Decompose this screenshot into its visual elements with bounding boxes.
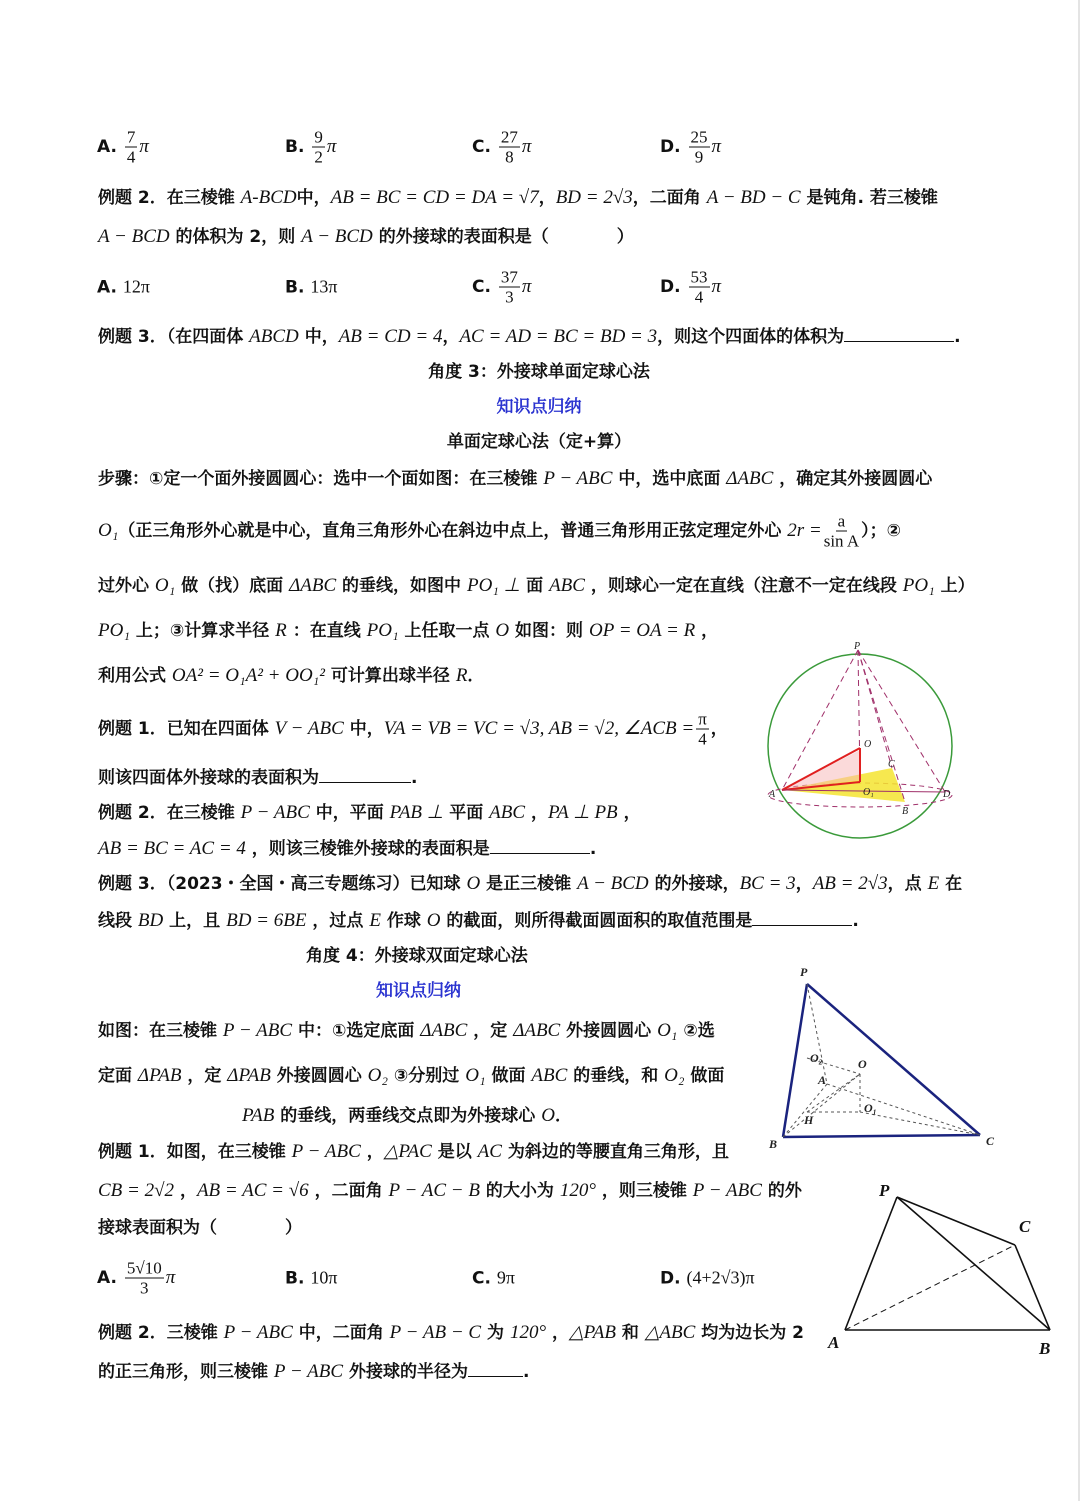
- option-d: [660, 268, 721, 307]
- math-expression: O₁: [465, 1065, 486, 1086]
- math-expression: O: [426, 910, 441, 931]
- fraction: [689, 128, 710, 167]
- text-segment: 做面: [485, 1066, 532, 1086]
- text-segment: 单面定球心法（定+算）: [446, 432, 632, 452]
- math-expression: ΔPAB: [227, 1065, 271, 1086]
- fraction: [125, 1259, 164, 1298]
- sphere-figure: [760, 640, 960, 840]
- option-suffix: π: [326, 136, 337, 157]
- math-expression: O: [495, 620, 510, 641]
- math-expression: PO₁: [98, 620, 130, 641]
- text-segment: 例题 2．在三棱锥: [98, 188, 241, 208]
- label-b: B: [1039, 1339, 1051, 1358]
- label-b: B: [769, 1137, 778, 1151]
- option-label: A.: [97, 137, 123, 157]
- math-expression: P − ABC: [692, 1180, 762, 1201]
- answer-blank: [752, 907, 852, 926]
- math-expression: CB = 2√2: [98, 1180, 175, 1201]
- denominator: sin A: [823, 531, 860, 551]
- math-expression: AC: [477, 1141, 502, 1162]
- text-segment: 外接圆圆心: [270, 1066, 368, 1086]
- label-c: C: [986, 1134, 995, 1148]
- text-segment: 中，: [343, 719, 384, 739]
- label-b: B: [902, 806, 909, 817]
- math-expression: A − BCD: [301, 226, 373, 247]
- text-segment: 平面: [443, 803, 490, 823]
- text-segment: .: [411, 768, 418, 788]
- text-segment: 的垂线，两垂线交点即为外接球心: [274, 1106, 542, 1126]
- math-expression: AC = AD = BC = BD = 3: [459, 326, 658, 347]
- math-expression: E: [927, 873, 940, 894]
- fraction: [499, 128, 520, 167]
- option-value: 9π: [496, 1267, 515, 1288]
- math-expression: BD: [137, 910, 164, 931]
- text-segment: 中，: [298, 327, 339, 347]
- answer-blank: [844, 323, 954, 342]
- text-segment: 为斜边的等腰直角三角形，且: [501, 1142, 729, 1162]
- text-segment: 上；③计算求半径: [129, 621, 276, 641]
- option-d: [660, 1268, 755, 1289]
- method-title: [0, 430, 1078, 454]
- label-o1: O₁: [864, 1101, 877, 1115]
- text-segment: 接球表面积为（ ）: [98, 1218, 302, 1238]
- math-expression: P − ABC: [543, 468, 613, 489]
- math-expression: AB = BC = CD = DA = √7: [330, 187, 539, 208]
- ex2-line2: [98, 225, 634, 249]
- math-expression: O₁: [657, 1020, 678, 1041]
- text-segment: 在: [939, 874, 963, 894]
- tetrahedron-figure: [825, 1175, 1065, 1365]
- math-expression: P − ABC: [223, 1322, 293, 1343]
- math-expression: E: [369, 910, 381, 931]
- math-expression: BD = 2√3: [555, 187, 633, 208]
- math-expression: 2r =: [787, 520, 822, 541]
- denominator: 8: [505, 147, 514, 167]
- text-segment: ，: [710, 719, 728, 739]
- option-label: B.: [285, 137, 311, 157]
- step-4: [98, 619, 718, 643]
- text-segment: 步骤：①定一个面外接圆圆心：选中一个面如图：在三棱锥: [98, 469, 544, 489]
- math-expression: R: [455, 665, 468, 686]
- math-expression: PA ⊥ PB: [547, 802, 618, 823]
- math-expression: A-BCD: [240, 187, 297, 208]
- text-segment: 作球: [380, 911, 427, 931]
- math-expression: O₁: [98, 520, 119, 541]
- text-segment: 过外心: [98, 576, 155, 596]
- math-expression: O₁: [154, 575, 176, 596]
- option-b: [285, 1268, 337, 1289]
- denominator: 3: [140, 1278, 149, 1298]
- text-segment: 的截面，则所得截面圆面积的取值范围是: [440, 911, 753, 931]
- numerator: 27: [500, 127, 518, 147]
- option-suffix: π: [521, 136, 532, 157]
- text-segment: ，: [617, 803, 641, 823]
- math-expression: PO₁: [902, 575, 935, 596]
- math-expression: PAB: [242, 1105, 275, 1126]
- label-o: O: [858, 1057, 867, 1071]
- option-c: [472, 1268, 515, 1289]
- option-label: D.: [660, 137, 687, 157]
- ex3b-line2: [98, 907, 859, 933]
- text-segment: 的外: [761, 1181, 802, 1201]
- answer-blank: [490, 835, 590, 854]
- fraction: [125, 128, 138, 167]
- text-segment: 如图：则: [509, 621, 589, 641]
- option-label: D.: [660, 277, 687, 297]
- fraction: [824, 512, 859, 551]
- ex2b-line1: [98, 801, 641, 825]
- text-segment: ，: [525, 803, 548, 823]
- text-segment: ：在直线: [286, 621, 367, 641]
- math-expression: P − ABC: [240, 802, 310, 823]
- text-segment: 知识点归纳: [376, 981, 461, 1001]
- label-p: P: [854, 641, 861, 652]
- text-segment: 的体积为 2，则: [169, 227, 302, 247]
- option-label: D.: [660, 1268, 687, 1289]
- text-segment: .: [852, 911, 859, 931]
- text-segment: 例题 1．已知在四面体: [98, 719, 275, 739]
- text-segment: 例题 3．（在四面体: [98, 327, 250, 347]
- text-segment: 例题 2．三棱锥: [98, 1323, 224, 1343]
- angle4-title: [306, 944, 528, 968]
- label-o2: O₂: [810, 1051, 823, 1065]
- math-expression: △PAC: [383, 1141, 432, 1162]
- text-segment: 上，且: [163, 911, 227, 931]
- math-expression: ΔPAB: [137, 1065, 182, 1086]
- math-expression: △PAB: [568, 1322, 616, 1343]
- angle3-title: [0, 360, 1078, 384]
- text-segment: ，则三棱锥: [595, 1181, 693, 1201]
- text-segment: 做（找）底面: [175, 576, 290, 596]
- pyramid-figure: [765, 962, 1005, 1152]
- label-p: P: [879, 1181, 890, 1200]
- text-segment: 均为边长为 2: [695, 1323, 804, 1343]
- math-expression: P − ABC: [273, 1361, 344, 1382]
- option-label: C.: [472, 1268, 497, 1289]
- text-segment: 定面: [98, 1066, 138, 1086]
- fraction: [689, 268, 710, 307]
- text-segment: 角度 4：外接球双面定球心法: [306, 946, 528, 966]
- math-expression: AB = 2√3: [812, 873, 888, 894]
- math-expression: 120°: [509, 1322, 547, 1343]
- ex2c-line2: [98, 1358, 529, 1384]
- knowledge-2: [376, 979, 461, 1003]
- math-expression: A − BCD: [577, 873, 649, 894]
- option-value: 10π: [310, 1267, 338, 1288]
- text-segment: ．: [554, 1106, 572, 1126]
- option-suffix: π: [711, 136, 722, 157]
- math-expression: AB = AC = √6: [196, 1180, 309, 1201]
- text-segment: .: [589, 839, 597, 859]
- text-segment: 中：①选定底面: [292, 1021, 421, 1041]
- text-segment: 的外接球，: [648, 874, 740, 894]
- answer-blank: [468, 1358, 523, 1377]
- denominator: 4: [694, 287, 704, 307]
- option-suffix: π: [165, 1267, 176, 1288]
- math-expression: ΔABC: [726, 468, 774, 489]
- text-segment: 例题 1．如图，在三棱锥: [98, 1142, 292, 1162]
- ex1c-line1: [98, 1140, 729, 1164]
- label-c: C: [888, 759, 895, 770]
- text-segment: 的垂线，和: [567, 1066, 665, 1086]
- double-2: [98, 1064, 724, 1088]
- text-segment: ，二面角: [308, 1181, 389, 1201]
- numerator: 53: [690, 267, 708, 287]
- math-expression: A − BD − C: [706, 187, 801, 208]
- option-suffix: π: [711, 276, 722, 297]
- text-segment: （正三角形外心就是中心，直角三角形外心在斜边中点上，普通三角形用正弦定理定外心: [118, 521, 788, 541]
- text-segment: 知识点归纳: [496, 397, 582, 417]
- text-segment: 中，: [296, 188, 331, 208]
- option-b: [285, 128, 336, 167]
- option-d: [660, 128, 721, 167]
- label-o1: O₁: [863, 787, 874, 798]
- option-value: 12π: [122, 276, 150, 297]
- text-segment: ，则这个四面体的体积为: [657, 327, 845, 347]
- math-expression: AB = CD = 4: [338, 326, 443, 347]
- text-segment: ，则该三棱锥外接球的表面积是: [245, 839, 490, 859]
- math-expression: BC = 3: [739, 873, 796, 894]
- option-value: 13π: [310, 276, 338, 297]
- text-segment: ，过点: [306, 911, 370, 931]
- text-segment: 的外接球的表面积是（ ）: [372, 227, 634, 247]
- text-segment: 外接球的半径为: [343, 1362, 468, 1382]
- denominator: 4: [126, 147, 136, 167]
- option-label: C.: [472, 277, 497, 297]
- math-expression: P − ABC: [222, 1020, 293, 1041]
- text-segment: ，: [795, 874, 813, 894]
- text-segment: ，定: [467, 1021, 514, 1041]
- text-segment: ②选: [677, 1021, 715, 1041]
- text-segment: ，: [174, 1181, 197, 1201]
- text-segment: 是正三棱锥: [480, 874, 578, 894]
- ex2c-line1: [98, 1321, 804, 1345]
- numerator: 37: [500, 267, 518, 287]
- ex2b-line2: [98, 835, 596, 861]
- option-a: [97, 1259, 175, 1298]
- step-1: [98, 467, 932, 491]
- text-segment: 中，选中底面: [612, 469, 727, 489]
- text-segment: ．: [467, 666, 485, 686]
- label-h: H: [804, 1113, 814, 1127]
- math-expression: A − BCD: [98, 226, 170, 247]
- math-expression: V − ABC: [274, 718, 344, 739]
- text-segment: ③分别过: [388, 1066, 466, 1086]
- math-expression: O: [541, 1105, 555, 1126]
- math-expression: ABCD: [249, 326, 299, 347]
- option-b: [285, 277, 337, 298]
- text-segment: 外接圆圆心: [560, 1021, 658, 1041]
- math-expression: ABC: [549, 575, 585, 596]
- text-segment: 角度 3：外接球单面定球心法: [428, 362, 650, 382]
- option-c: [472, 128, 531, 167]
- option-label: A.: [97, 277, 123, 298]
- ex2-line1: [98, 186, 938, 210]
- text-segment: ，二面角: [632, 188, 707, 208]
- ex1b-line1: [98, 710, 728, 749]
- text-segment: ）；②: [861, 521, 902, 541]
- text-segment: 线段: [98, 911, 138, 931]
- text-segment: 是以: [431, 1142, 478, 1162]
- math-expression: ΔABC: [513, 1020, 561, 1041]
- label-p: P: [800, 965, 808, 979]
- fraction: [696, 710, 709, 749]
- option-a: [97, 128, 149, 167]
- text-segment: 可计算出球半径: [324, 666, 456, 686]
- math-expression: VA = VB = VC = √3, AB = √2, ∠ACB =: [383, 718, 695, 739]
- math-expression: PO₁: [366, 620, 399, 641]
- text-segment: ，则球心一定在直线（注意不一定在线段: [584, 576, 903, 596]
- text-segment: 中，平面: [309, 803, 390, 823]
- text-segment: ，点: [887, 874, 928, 894]
- text-segment: 为: [481, 1323, 510, 1343]
- label-a: A: [818, 1073, 827, 1087]
- math-expression: P − ABC: [291, 1141, 361, 1162]
- math-expression: ABC: [489, 802, 526, 823]
- numerator: a: [837, 511, 846, 531]
- text-segment: ，: [695, 621, 719, 641]
- option-label: A.: [97, 1268, 123, 1288]
- label-c: C: [1019, 1217, 1031, 1236]
- math-expression: AB = BC = AC = 4: [98, 838, 246, 859]
- text-segment: 上任取一点: [398, 621, 496, 641]
- text-segment: .: [954, 327, 961, 347]
- label-d: D: [943, 789, 951, 800]
- option-label: C.: [472, 137, 497, 157]
- math-expression: PAB ⊥: [389, 802, 444, 823]
- option-suffix: π: [139, 136, 149, 157]
- answer-blank: [319, 764, 411, 783]
- math-expression: O: [466, 873, 481, 894]
- denominator: 3: [505, 287, 514, 307]
- text-segment: 则该四面体外接球的表面积为: [98, 768, 319, 788]
- math-expression: BD = 6BE: [226, 910, 307, 931]
- ex1b-line2: [98, 764, 417, 790]
- math-expression: O₂: [664, 1065, 685, 1086]
- denominator: 2: [314, 147, 323, 167]
- math-expression: O₂: [367, 1065, 388, 1086]
- math-expression: ΔABC: [420, 1020, 468, 1041]
- math-expression: OP = OA = R: [588, 620, 696, 641]
- denominator: 4: [698, 729, 707, 749]
- denominator: 9: [694, 147, 704, 167]
- step-5: [98, 664, 484, 688]
- fraction: [499, 268, 520, 307]
- text-segment: 做面: [684, 1066, 725, 1086]
- text-segment: ，: [538, 188, 556, 208]
- option-label: B.: [285, 1268, 311, 1289]
- text-segment: .: [522, 1362, 530, 1382]
- text-segment: 的正三角形，则三棱锥: [98, 1362, 274, 1382]
- text-segment: 上）: [934, 576, 975, 596]
- ex3b-line1: [98, 872, 962, 896]
- text-segment: ，: [546, 1323, 569, 1343]
- double-1: [98, 1019, 715, 1043]
- text-segment: 的大小为: [479, 1181, 560, 1201]
- option-label: B.: [285, 277, 311, 298]
- ex3-line: [98, 323, 961, 349]
- text-segment: 利用公式: [98, 666, 172, 686]
- text-segment: 例题 3．（2023・全国・高三专题练习）已知球: [98, 874, 467, 894]
- option-suffix: π: [521, 276, 532, 297]
- numerator: π: [698, 709, 707, 729]
- text-segment: ，: [442, 327, 460, 347]
- text-segment: 和: [615, 1323, 645, 1343]
- numerator: 7: [126, 127, 136, 147]
- text-segment: 的垂线，如图中: [336, 576, 467, 596]
- math-expression: P − AB − C: [389, 1322, 482, 1343]
- fraction: [312, 128, 325, 167]
- label-a: A: [769, 789, 776, 800]
- text-segment: 如图：在三棱锥: [98, 1021, 223, 1041]
- step-3: [98, 574, 975, 598]
- math-expression: P − AC − B: [388, 1180, 480, 1201]
- ex1c-line3: [98, 1216, 302, 1240]
- option-c: [472, 268, 531, 307]
- numerator: 5√10: [126, 1258, 162, 1278]
- option-value: (4+2√3)π: [686, 1267, 755, 1288]
- math-expression: ABC: [531, 1065, 568, 1086]
- numerator: 25: [690, 127, 708, 147]
- text-segment: 中，二面角: [292, 1323, 390, 1343]
- math-expression: ΔABC: [289, 575, 337, 596]
- math-expression: R: [275, 620, 287, 641]
- text-segment: 是钝角. 若三棱锥: [800, 188, 938, 208]
- math-expression: 120°: [559, 1180, 596, 1201]
- math-expression: OA² = O₁A² + OO₁²: [171, 665, 325, 686]
- math-expression: △ABC: [644, 1322, 696, 1343]
- text-segment: 例题 2．在三棱锥: [98, 803, 241, 823]
- text-segment: ，定: [181, 1066, 228, 1086]
- label-o: O: [864, 739, 872, 750]
- numerator: 9: [314, 127, 323, 147]
- double-3: [242, 1104, 572, 1128]
- step-2: [98, 512, 901, 551]
- math-expression: PO₁ ⊥: [466, 575, 521, 596]
- knowledge-1: [0, 395, 1078, 419]
- label-a: A: [828, 1333, 840, 1352]
- option-a: [97, 277, 150, 298]
- text-segment: ，确定其外接圆圆心: [773, 469, 933, 489]
- ex1c-line2: [98, 1179, 802, 1203]
- text-segment: ，: [360, 1142, 384, 1162]
- text-segment: 面: [520, 576, 550, 596]
